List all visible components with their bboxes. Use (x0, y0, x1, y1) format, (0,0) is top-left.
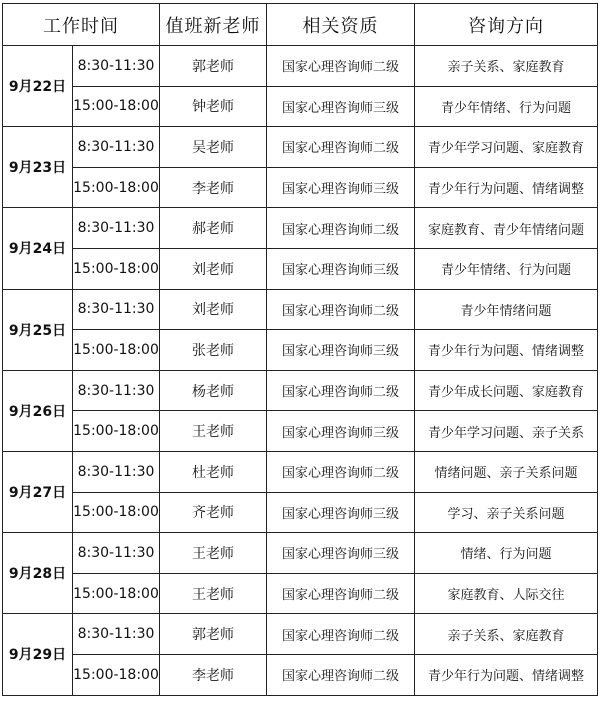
qualification-cell: 国家心理咨询师二级 (267, 46, 415, 87)
date-cell: 9月27日 (3, 451, 73, 532)
table-row (3, 289, 598, 330)
qualification-cell: 国家心理咨询师二级 (267, 614, 415, 655)
teacher-name-cell: 钟老师 (160, 86, 267, 127)
consult-direction-cell: 青少年学习问题、亲子关系 (415, 411, 598, 452)
duty-schedule-table (2, 3, 598, 696)
table-row (3, 330, 598, 371)
qualification-cell: 国家心理咨询师二级 (267, 370, 415, 411)
table-row (3, 167, 598, 208)
table-row (3, 451, 598, 492)
shift-time-cell: 8:30-11:30 (73, 370, 160, 411)
consult-direction-cell: 青少年行为问题、情绪调整 (415, 330, 598, 371)
teacher-name-cell: 吴老师 (160, 127, 267, 168)
consult-direction-cell: 亲子关系、家庭教育 (415, 614, 598, 655)
table-row (3, 573, 598, 614)
header-work-time: 工作时间 (3, 4, 160, 46)
table-row (3, 86, 598, 127)
teacher-name-cell: 李老师 (160, 167, 267, 208)
consult-direction-cell: 家庭教育、青少年情绪问题 (415, 208, 598, 249)
teacher-name-cell: 郭老师 (160, 614, 267, 655)
date-cell: 9月29日 (3, 614, 73, 695)
teacher-name-cell: 齐老师 (160, 492, 267, 533)
teacher-name-cell: 郝老师 (160, 208, 267, 249)
qualification-cell: 国家心理咨询师三级 (267, 86, 415, 127)
qualification-cell: 国家心理咨询师三级 (267, 330, 415, 371)
teacher-name-cell: 刘老师 (160, 289, 267, 330)
shift-time-cell: 8:30-11:30 (73, 614, 160, 655)
consult-direction-cell: 学习、亲子关系问题 (415, 492, 598, 533)
teacher-name-cell: 杨老师 (160, 370, 267, 411)
date-cell: 9月24日 (3, 208, 73, 289)
shift-time-cell: 8:30-11:30 (73, 533, 160, 574)
qualification-cell: 国家心理咨询师三级 (267, 248, 415, 289)
shift-time-cell: 8:30-11:30 (73, 451, 160, 492)
qualification-cell: 国家心理咨询师二级 (267, 208, 415, 249)
qualification-cell: 国家心理咨询师三级 (267, 533, 415, 574)
table-row (3, 248, 598, 289)
teacher-name-cell: 李老师 (160, 654, 267, 695)
consult-direction-cell: 青少年情绪问题 (415, 289, 598, 330)
shift-time-cell: 8:30-11:30 (73, 208, 160, 249)
date-cell: 9月22日 (3, 46, 73, 127)
shift-time-cell: 15:00-18:00 (73, 492, 160, 533)
table-row (3, 492, 598, 533)
qualification-cell: 国家心理咨询师三级 (267, 492, 415, 533)
qualification-cell: 国家心理咨询师二级 (267, 451, 415, 492)
consult-direction-cell: 青少年情绪、行为问题 (415, 248, 598, 289)
table-row (3, 208, 598, 249)
header-direction: 咨询方向 (415, 4, 598, 46)
table-row (3, 654, 598, 695)
qualification-cell: 国家心理咨询师二级 (267, 127, 415, 168)
qualification-cell: 国家心理咨询师三级 (267, 167, 415, 208)
shift-time-cell: 8:30-11:30 (73, 46, 160, 87)
qualification-cell: 国家心理咨询师二级 (267, 289, 415, 330)
consult-direction-cell: 青少年成长问题、家庭教育 (415, 370, 598, 411)
header-teacher: 值班新老师 (160, 4, 267, 46)
table-row (3, 370, 598, 411)
shift-time-cell: 15:00-18:00 (73, 167, 160, 208)
shift-time-cell: 15:00-18:00 (73, 86, 160, 127)
consult-direction-cell: 情绪问题、亲子关系问题 (415, 451, 598, 492)
teacher-name-cell: 张老师 (160, 330, 267, 371)
consult-direction-cell: 青少年行为问题、情绪调整 (415, 167, 598, 208)
header-qualification: 相关资质 (267, 4, 415, 46)
table-body (3, 46, 598, 696)
header-row (3, 4, 598, 46)
shift-time-cell: 15:00-18:00 (73, 248, 160, 289)
teacher-name-cell: 王老师 (160, 573, 267, 614)
date-cell: 9月28日 (3, 533, 73, 614)
consult-direction-cell: 情绪、行为问题 (415, 533, 598, 574)
shift-time-cell: 15:00-18:00 (73, 573, 160, 614)
qualification-cell: 国家心理咨询师二级 (267, 573, 415, 614)
teacher-name-cell: 王老师 (160, 411, 267, 452)
shift-time-cell: 8:30-11:30 (73, 289, 160, 330)
consult-direction-cell: 青少年行为问题、情绪调整 (415, 654, 598, 695)
table-row (3, 46, 598, 87)
consult-direction-cell: 青少年学习问题、家庭教育 (415, 127, 598, 168)
qualification-cell: 国家心理咨询师三级 (267, 411, 415, 452)
date-cell: 9月26日 (3, 370, 73, 451)
shift-time-cell: 15:00-18:00 (73, 330, 160, 371)
date-cell: 9月25日 (3, 289, 73, 370)
teacher-name-cell: 刘老师 (160, 248, 267, 289)
shift-time-cell: 15:00-18:00 (73, 411, 160, 452)
qualification-cell: 国家心理咨询师二级 (267, 654, 415, 695)
date-cell: 9月23日 (3, 127, 73, 208)
table-row (3, 127, 598, 168)
table-row (3, 533, 598, 574)
consult-direction-cell: 青少年情绪、行为问题 (415, 86, 598, 127)
consult-direction-cell: 亲子关系、家庭教育 (415, 46, 598, 87)
table-row (3, 411, 598, 452)
teacher-name-cell: 郭老师 (160, 46, 267, 87)
consult-direction-cell: 家庭教育、人际交往 (415, 573, 598, 614)
teacher-name-cell: 王老师 (160, 533, 267, 574)
table-row (3, 614, 598, 655)
shift-time-cell: 15:00-18:00 (73, 654, 160, 695)
shift-time-cell: 8:30-11:30 (73, 127, 160, 168)
table-header (3, 4, 598, 46)
teacher-name-cell: 杜老师 (160, 451, 267, 492)
